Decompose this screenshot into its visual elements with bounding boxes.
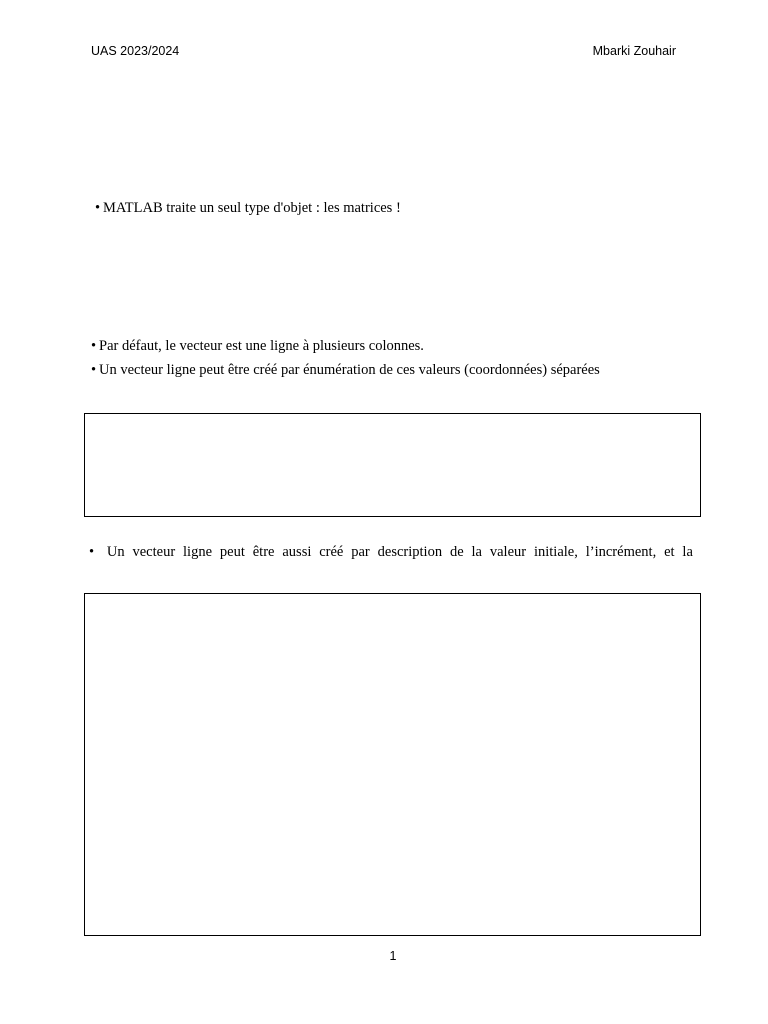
bullet-word: de [449, 544, 464, 560]
bullet-word: et [664, 544, 675, 560]
bullet-word: valeur [489, 544, 527, 560]
bullet-icon: • [89, 544, 95, 560]
bullet-word: créé [319, 544, 344, 560]
bullet-text: Par défaut, le vecteur est une ligne à plusieurs colonnes. [99, 338, 424, 354]
bullet-word: par [351, 544, 370, 560]
bullet-word: initiale, [533, 544, 578, 560]
bullet-icon: • [91, 338, 97, 354]
bullet-icon: • [95, 200, 101, 216]
example-box-enumeration [84, 413, 701, 517]
bullet-text: Un vecteur ligne peut être créé par énumération de ces valeurs (coordonnées) séparées [99, 362, 600, 378]
bullet-word: peut [219, 544, 245, 560]
bullet-word: être [252, 544, 275, 560]
bullet-icon: • [91, 362, 97, 378]
bullet-word: description [377, 544, 443, 560]
bullet-word: la [471, 544, 482, 560]
bullet-item-default-vector [91, 337, 424, 355]
bullet-word: Un [106, 544, 125, 560]
bullet-item-matlab-matrices [95, 199, 401, 217]
bullet-item-increment-description [89, 543, 693, 561]
bullet-word: aussi [282, 544, 312, 560]
bullet-item-enumeration [91, 361, 600, 379]
bullet-word: vecteur [132, 544, 176, 560]
page-number: 1 [389, 949, 397, 963]
bullet-text: MATLAB traite un seul type d'objet : les matrices ! [103, 200, 401, 216]
header-right-text: Mbarki Zouhair [592, 44, 676, 58]
bullet-word: l’incrément, [585, 544, 657, 560]
bullet-word: ligne [183, 544, 213, 560]
header-left-text: UAS 2023/2024 [91, 44, 180, 58]
bullet-word: la [682, 544, 693, 560]
example-box-increment [84, 593, 701, 936]
